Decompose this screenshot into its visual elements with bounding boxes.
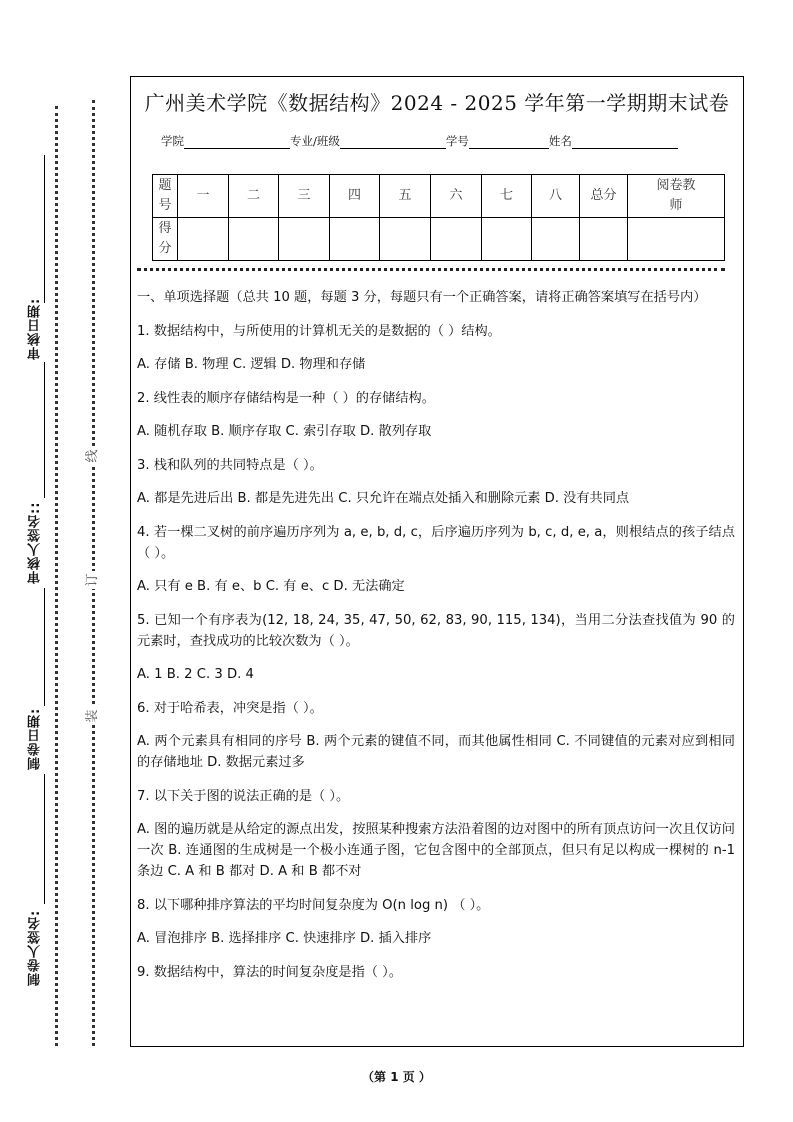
score-cell-grader[interactable] — [628, 218, 725, 261]
score-row — [153, 218, 725, 261]
score-cell[interactable] — [431, 218, 482, 261]
score-cell[interactable] — [279, 218, 330, 261]
question-options: A. 图的遍历就是从给定的源点出发，按照某种搜索方法沿着图的边对图中的所有顶点访问一次且仅访问一次 B. 连通图的生成树是一个极小连通子图，它包含图中的全部顶点，但只有足以构成一棵树的 n-1 条边 C. A 和 B 都对 D. A 和 B 都不对 — [137, 822, 735, 879]
score-cell[interactable] — [380, 218, 431, 261]
binding-char-bind: 装 — [83, 707, 103, 725]
question-options: A. 都是先进后出 B. 都是先进先出 C. 只允许在端点处插入和删除元素 D. 没有共同点 — [137, 491, 630, 506]
compiler-signature-label: 制卷人签名: — [28, 909, 43, 986]
score-table — [152, 174, 725, 261]
compile-date-line[interactable] — [44, 588, 45, 706]
binding-char-staple: 订 — [83, 571, 103, 589]
student-id-label: 学号 — [445, 134, 469, 148]
dotted-divider-outer — [55, 106, 58, 1046]
section-heading: 一、单项选择题（总共 10 题，每题 3 分，每题只有一个正确答案，请将正确答案填写在括号内） — [137, 290, 707, 305]
col-header: 七 — [482, 175, 532, 218]
reviewer-signature-label: 审核人签名:: — [28, 501, 43, 584]
question-stem: 9. 数据结构中，算法的时间复杂度是指（ ）。 — [137, 964, 402, 980]
binding-margin — [0, 0, 120, 1122]
question-stem: 8. 以下哪种排序算法的平均时间复杂度为 O(n log n) （ ）。 — [137, 897, 490, 913]
binding-char-line: 线 — [83, 447, 103, 465]
question-stem: 4. 若一棵二叉树的前序遍历序列为 a, e, b, d, c，后序遍历序列为 b, c, d, e, a，则根结点的孩子结点（ ）。 — [137, 524, 735, 561]
question-stem: 6. 对于哈希表，冲突是指（ ）。 — [137, 700, 323, 716]
question-options: A. 1 B. 2 C. 3 D. 4 — [137, 667, 254, 682]
dotted-separator — [137, 268, 725, 271]
compile-date-label: 制卷日期: — [28, 707, 43, 770]
exam-title: 广州美术学院《数据结构》2024 - 2025 学年第一学期期末试卷 — [144, 91, 730, 115]
col-header: 六 — [431, 175, 482, 218]
score-cell[interactable] — [229, 218, 279, 261]
row-header-question-number: 题号 — [153, 175, 178, 218]
section-single-choice — [137, 287, 735, 995]
question-options: A. 随机存取 B. 顺序存取 C. 索引存取 D. 散列存取 — [137, 424, 432, 439]
college-field[interactable] — [184, 136, 290, 149]
review-date-line[interactable] — [44, 155, 45, 303]
major-class-field[interactable] — [340, 136, 446, 149]
college-label: 学院 — [161, 134, 184, 148]
col-header: 八 — [532, 175, 580, 218]
question-stem: 3. 栈和队列的共同特点是（ ）。 — [137, 457, 323, 473]
question-options: A. 两个元素具有相同的序号 B. 两个元素的键值不同，而其他属性相同 C. 不同键值的元素对应到相同的存储地址 D. 数据元素过多 — [137, 734, 735, 770]
row-header-score: 得分 — [153, 218, 178, 261]
question-stem: 5. 已知一个有序表为(12, 18, 24, 35, 47, 50, 62, 83, 90, 115, 134)，当用二分法查找值为 90 的元素时，查找成功的比较次数为（ ）。 — [137, 612, 735, 649]
question-stem: 7. 以下关于图的说法正确的是（ ）。 — [137, 788, 350, 804]
question-options: A. 只有 e B. 有 e、b C. 有 e、c D. 无法确定 — [137, 579, 405, 594]
question-stem: 2. 线性表的顺序存储结构是一种（ ）的存储结构。 — [137, 390, 435, 406]
col-header-grader: 阅卷教师 — [628, 175, 725, 218]
major-class-label: 专业/班级 — [290, 134, 340, 148]
name-label: 姓名 — [548, 134, 572, 148]
student-id-field[interactable] — [469, 136, 549, 149]
name-field[interactable] — [572, 136, 678, 149]
col-header: 二 — [229, 175, 279, 218]
score-cell-total[interactable] — [580, 218, 628, 261]
score-cell[interactable] — [532, 218, 580, 261]
score-cell[interactable] — [178, 218, 229, 261]
col-header: 三 — [279, 175, 330, 218]
reviewer-signature-line[interactable] — [44, 362, 45, 498]
student-info-row — [161, 133, 678, 149]
page-number: （第 1 页 ） — [362, 1070, 431, 1084]
col-header: 一 — [178, 175, 229, 218]
score-cell[interactable] — [330, 218, 380, 261]
col-header-total: 总分 — [580, 175, 628, 218]
score-cell[interactable] — [482, 218, 532, 261]
compiler-signature-line[interactable] — [44, 774, 45, 904]
review-date-label: 审核日期: — [28, 297, 43, 360]
question-stem: 1. 数据结构中，与所使用的计算机无关的是数据的（ ）结构。 — [137, 323, 501, 339]
question-options: A. 存储 B. 物理 C. 逻辑 D. 物理和存储 — [137, 357, 366, 372]
question-options: A. 冒泡排序 B. 选择排序 C. 快速排序 D. 插入排序 — [137, 931, 432, 946]
col-header: 四 — [330, 175, 380, 218]
exam-frame — [130, 76, 744, 1047]
col-header: 五 — [380, 175, 431, 218]
question-number-row — [153, 175, 725, 218]
